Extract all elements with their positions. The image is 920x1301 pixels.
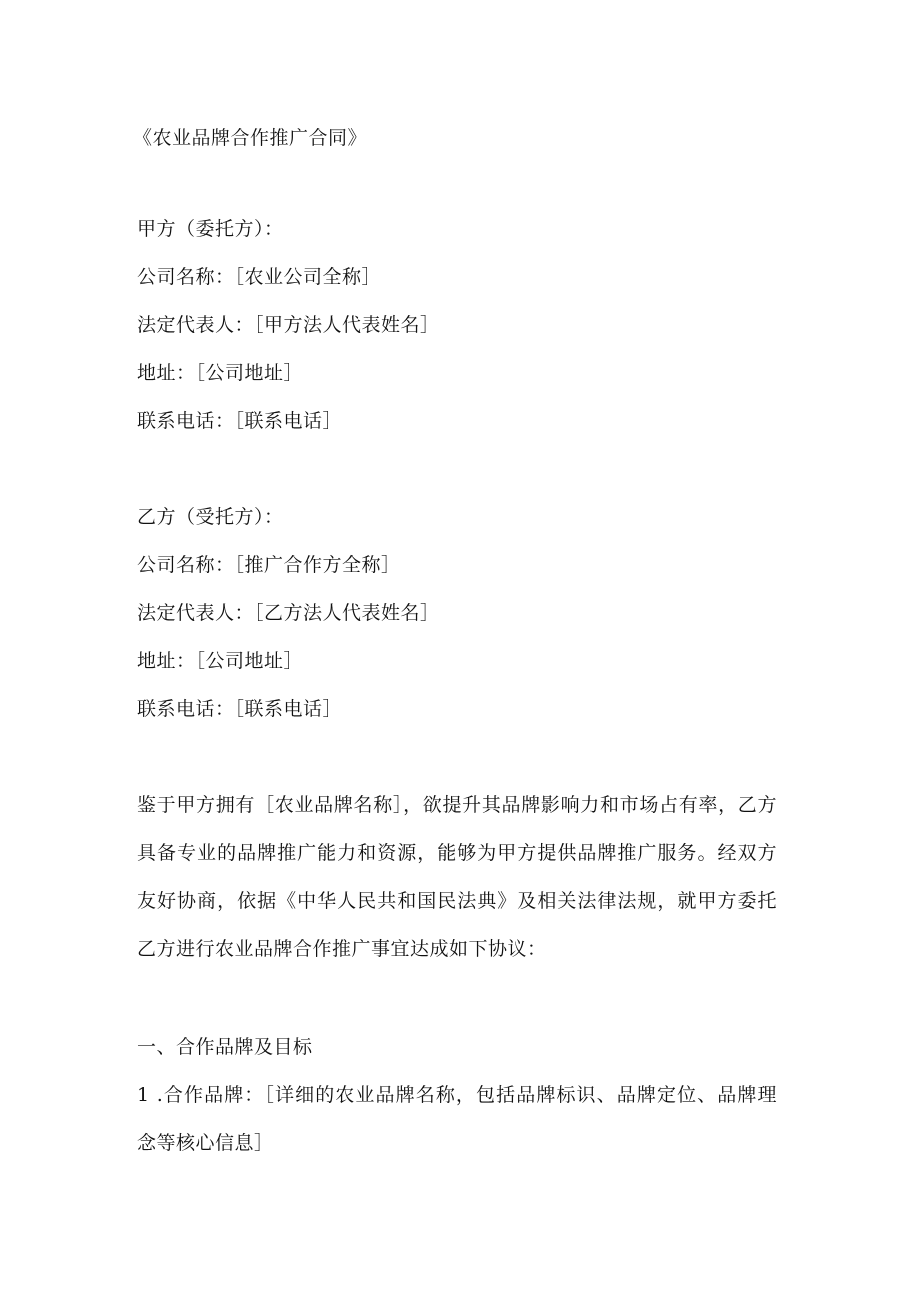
party-a-address: 地址：［公司地址］ [137,362,304,384]
section-1-heading: 一、合作品牌及目标 [137,1036,313,1058]
party-a-heading: 甲方（委托方）： [137,218,284,240]
party-b-address: 地址：［公司地址］ [137,650,304,672]
party-b-heading: 乙方（受托方）： [137,506,284,528]
preamble-paragraph: 鉴于甲方拥有［农业品牌名称］，欲提升其品牌影响力和市场占有率，乙方具备专业的品牌推广能力和资源，能够为甲方提供品牌推广服务。经双方友好协商，依据《中华人民共和国民法典》及相关法律法规，就甲方委托乙方进行农业品牌合作推广事宜达成如下协议： [137,794,777,960]
document-title: 《农业品牌合作推广合同》 [133,127,368,149]
party-b-phone: 联系电话：［联系电话］ [137,698,343,720]
party-a-phone: 联系电话：［联系电话］ [137,410,343,432]
section-1-item-1: 1 .合作品牌：［详细的农业品牌名称，包括品牌标识、品牌定位、品牌理念等核心信息］ [137,1084,777,1154]
party-b-company: 公司名称：［推广合作方全称］ [137,554,401,576]
party-b-legal-rep: 法定代表人：［乙方法人代表姓名］ [137,602,440,624]
party-a-company: 公司名称：［农业公司全称］ [137,266,382,288]
party-a-legal-rep: 法定代表人：［甲方法人代表姓名］ [137,314,440,336]
